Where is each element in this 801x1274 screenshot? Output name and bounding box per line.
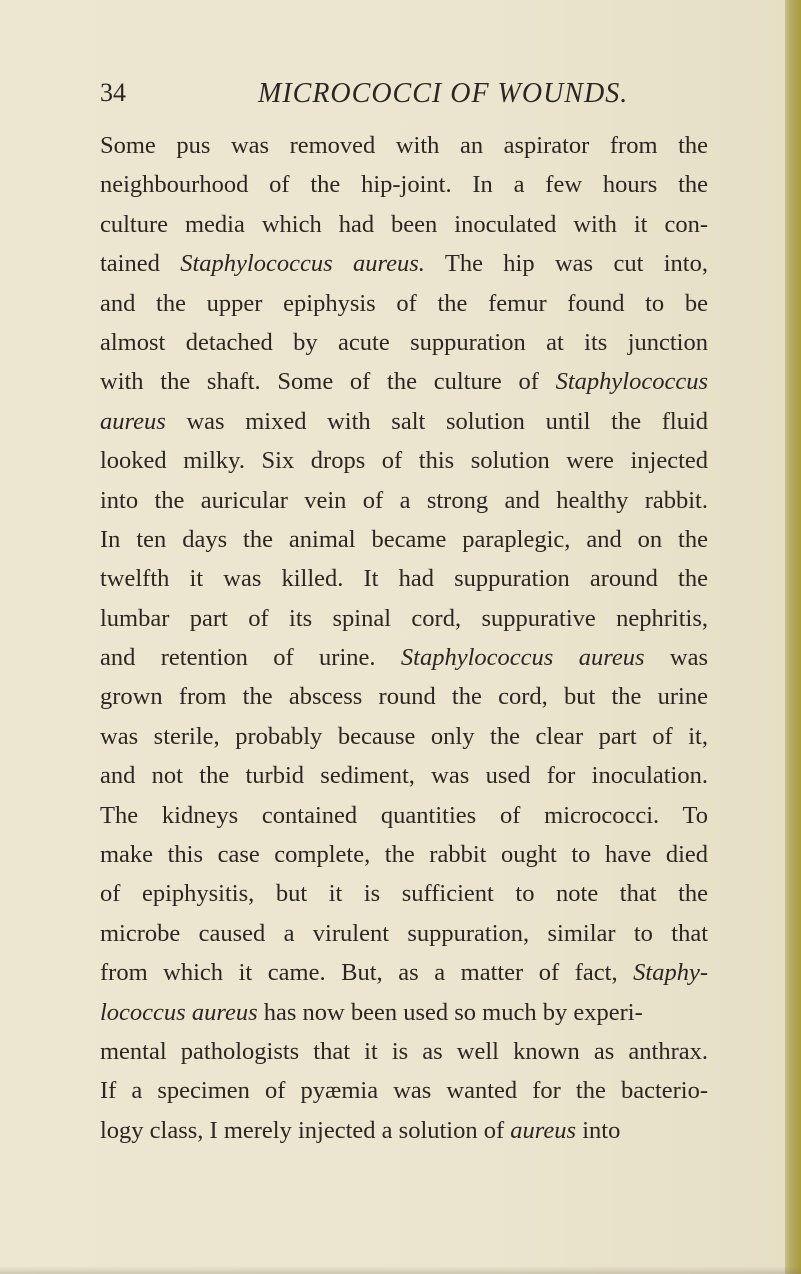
text-line: [100, 323, 708, 362]
text-line: [100, 244, 708, 283]
text-line: [100, 756, 708, 795]
italic-text: aureus: [510, 1116, 577, 1144]
text-run: The hip was cut into,: [424, 250, 708, 278]
text-run: Some pus was removed with an aspirator from the: [100, 132, 708, 159]
text-line: [100, 677, 708, 716]
text-line: [100, 481, 708, 520]
italic-text: Staphylococcus: [555, 368, 708, 396]
text-run: neighbourhood of the hip-joint. In a few hours the: [100, 171, 708, 199]
text-run: In ten days the animal became paraplegic, and on the: [100, 525, 708, 553]
text-run: and not the turbid sediment, was used for inoculation.: [100, 762, 708, 790]
text-run: was: [644, 644, 708, 672]
text-line: [100, 953, 708, 992]
text-run: looked milky. Six drops of this solution were injected: [100, 447, 708, 475]
body-text: [100, 126, 708, 1150]
italic-text: Staphy-: [633, 959, 708, 987]
italic-text: aureus: [100, 407, 166, 435]
text-run: into: [576, 1116, 621, 1144]
italic-text: lococcus aureus: [100, 998, 258, 1026]
text-line: [100, 205, 708, 244]
text-line: [100, 402, 708, 441]
text-run: from which it came. But, as a matter of fact,: [100, 959, 634, 987]
text-run: almost detached by acute suppuration at its junction: [100, 328, 708, 356]
text-line: [100, 914, 708, 953]
text-run: and retention of urine.: [100, 644, 401, 672]
text-line: [100, 796, 708, 835]
italic-text: Staphylococcus aureus.: [180, 250, 425, 278]
text-line: [100, 638, 708, 677]
page-number: 34: [100, 78, 126, 107]
text-line: [100, 520, 708, 559]
text-line: [100, 1111, 708, 1150]
text-run: culture media which had been inoculated with it con-: [100, 210, 708, 238]
text-line: [100, 362, 708, 401]
running-head: [100, 78, 660, 112]
text-run: lumbar part of its spinal cord, suppurative nephritis,: [100, 604, 708, 632]
italic-text: Staphylococcus aureus: [400, 644, 645, 672]
text-run: twelfth it was killed. It had suppuration around the: [100, 565, 708, 593]
page-shadow: [0, 1266, 801, 1274]
text-run: into the auricular vein of a strong and healthy rabbit.: [100, 486, 708, 514]
text-line: [100, 559, 708, 598]
text-run: logy class, I merely injected a solution of: [100, 1116, 511, 1144]
text-run: The kidneys contained quantities of micrococci. To: [100, 801, 708, 829]
text-run: and the upper epiphysis of the femur found to be: [100, 289, 708, 317]
text-line: [100, 835, 708, 874]
text-line: [100, 441, 708, 480]
text-line: [100, 993, 708, 1032]
text-run: mental pathologists that it is as well known as anthrax.: [100, 1037, 708, 1065]
text-line: [100, 599, 708, 638]
text-line: [100, 1032, 708, 1071]
text-line: [100, 1071, 708, 1110]
text-line: [100, 165, 708, 204]
text-run: make this case complete, the rabbit ought to have died: [100, 841, 708, 869]
text-run: If a specimen of pyæmia was wanted for the bacterio-: [100, 1077, 708, 1105]
text-run: was mixed with salt solution until the fluid: [165, 407, 708, 435]
text-run: with the shaft. Some of the culture of: [100, 368, 556, 396]
running-title: MICROCOCCI OF WOUNDS.: [258, 78, 629, 109]
text-run: was sterile, probably because only the clear part of it,: [100, 722, 708, 750]
text-run: grown from the abscess round the cord, but the urine: [100, 683, 708, 711]
page-edge: [785, 0, 801, 1274]
text-line: [100, 874, 708, 913]
text-run: of epiphysitis, but it is sufficient to note that the: [100, 880, 708, 908]
text-line: [100, 717, 708, 756]
text-run: microbe caused a virulent suppuration, similar to that: [100, 919, 708, 947]
text-run: has now been used so much by experi-: [257, 998, 643, 1026]
text-run: tained: [100, 250, 181, 278]
text-line: [100, 126, 708, 165]
text-line: [100, 284, 708, 323]
